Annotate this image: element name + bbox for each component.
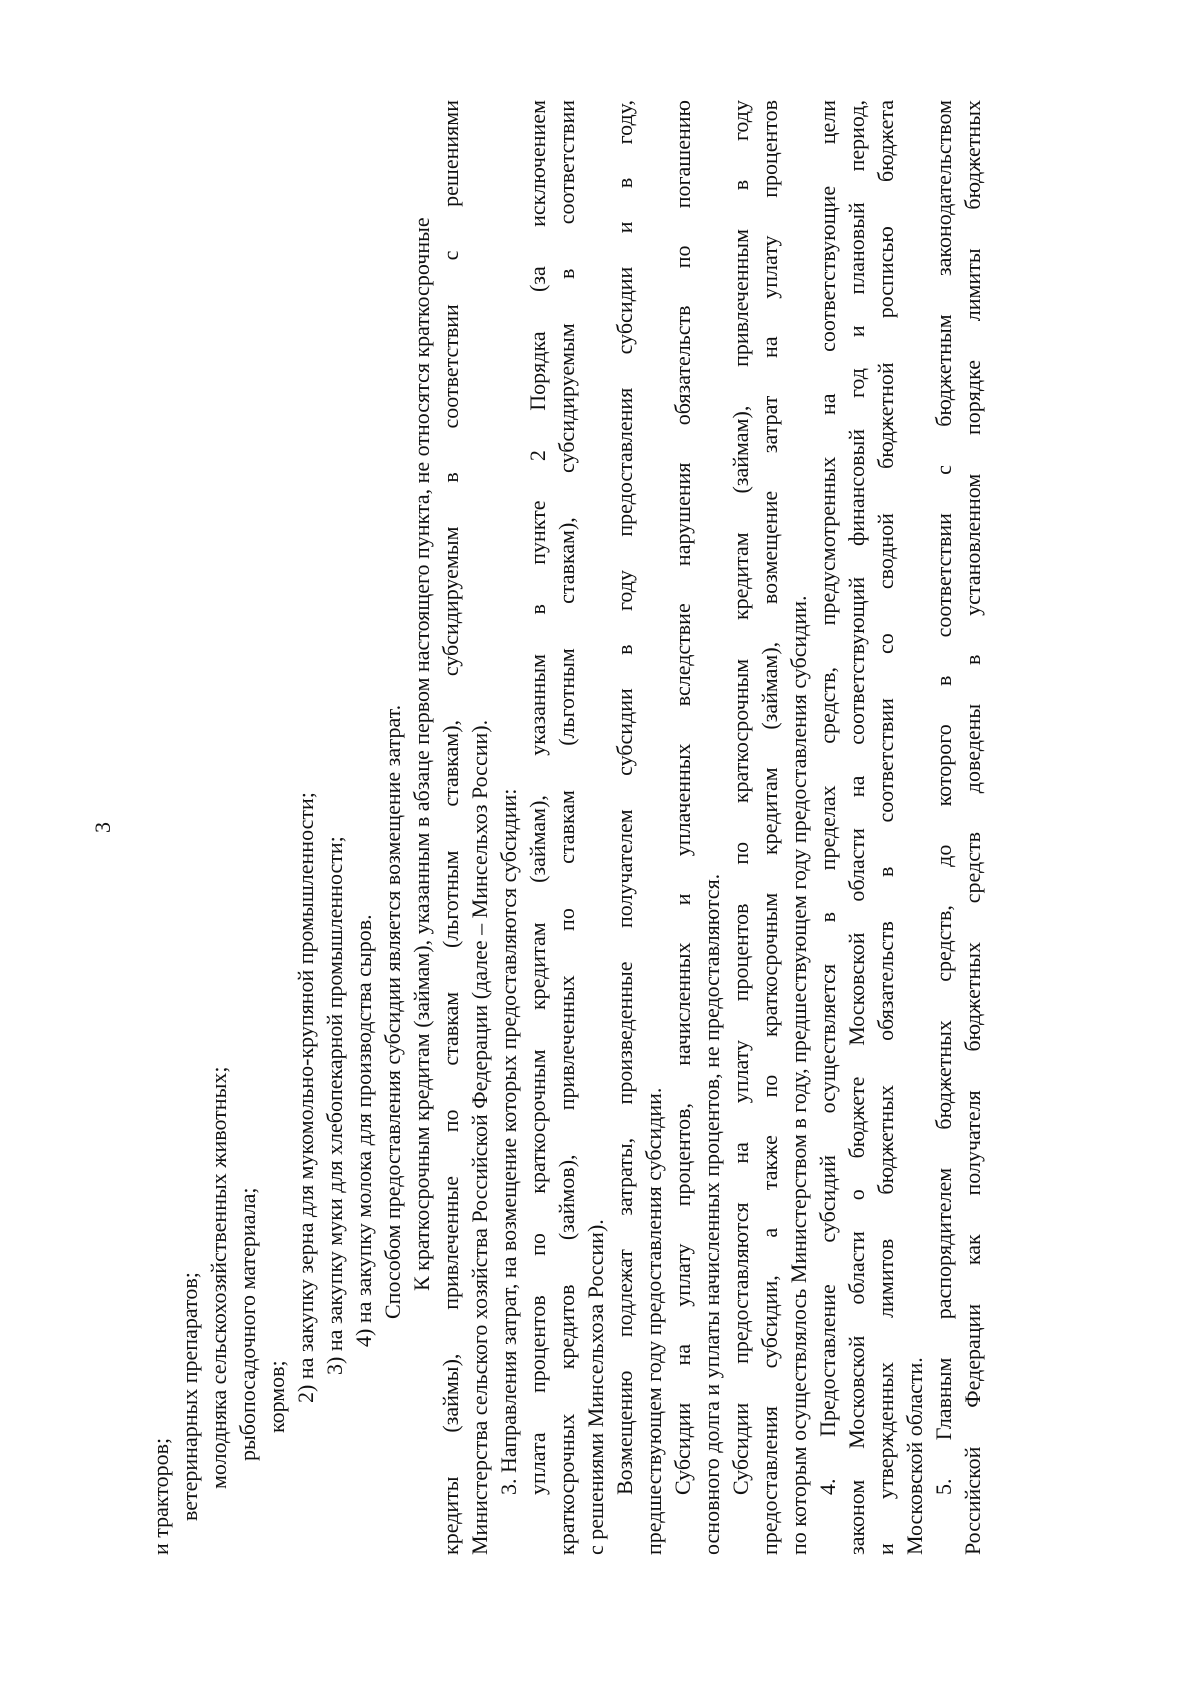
text-line: основного долга и уплаты начисленных процентов, не предоставляются. xyxy=(699,873,724,1555)
text-line: кормов; xyxy=(264,1360,289,1433)
text-line: Министерства сельского хозяйства Российской Федерации (далее – Минсельхоз России). xyxy=(467,719,492,1555)
text-line: уплата процентов по краткосрочным кредитам (займам), указанным в пункте 2 Порядка (за исключением xyxy=(525,100,550,1495)
text-line: рыбопосадочного материала; xyxy=(235,1187,260,1461)
text-line: 5. Главным распорядителем бюджетных средств, до которого в соответствии с бюджетным законодательством xyxy=(931,100,956,1495)
text-line: К краткосрочным кредитам (займам), указанным в абзаце первом настоящего пункта, не относятся краткосрочные xyxy=(409,217,434,1291)
text-line: Способом предоставления субсидии является возмещение затрат. xyxy=(380,704,405,1319)
text-line: предшествующем году предоставления субсидии. xyxy=(641,1087,666,1555)
text-line: законом Московской области о бюджете Московской области на соответствующий финансовый год и плановый период, xyxy=(844,100,869,1555)
text-line: 3. Направления затрат, на возмещение которых предоставляются субсидии: xyxy=(496,788,521,1495)
text-line: Российской Федерации как получателя бюджетных средств доведены в установленном порядке лимиты бюджетных xyxy=(960,100,985,1555)
text-line: и тракторов; xyxy=(148,1437,173,1555)
text-line: кредиты (займы), привлеченные по ставкам (льготным ставкам), субсидируемым в соответствии с решениями xyxy=(438,100,463,1555)
rotated-text-block xyxy=(90,100,1110,1555)
text-line: предоставления субсидии, а также по краткосрочным кредитам (займам), возмещение затрат на уплату процентов xyxy=(757,100,782,1555)
text-line: Возмещению подлежат затраты, произведенные получателем субсидии в году предоставления субсидии и в году, xyxy=(612,100,637,1495)
text-line: Московской области. xyxy=(902,1357,927,1555)
page-number: 3 xyxy=(90,822,115,833)
text-line: и утвержденных лимитов бюджетных обязательств в соответствии со сводной бюджетной росписью бюджета xyxy=(873,100,898,1555)
text-line: молодняка сельскохозяйственных животных; xyxy=(206,1066,231,1489)
text-line: 3) на закупку муки для хлебопекарной промышленности; xyxy=(322,836,347,1375)
text-line: по которым осуществлялось Министерством в году, предшествующем году предоставления субсидии. xyxy=(786,595,811,1555)
text-line: краткосрочных кредитов (займов), привлеченных по ставкам (льготным ставкам), субсидируемым в соответствии xyxy=(554,100,579,1555)
text-line: ветеринарных препаратов; xyxy=(177,1272,202,1521)
text-line: 2) на закупку зерна для мукомольно-крупяной промышленности; xyxy=(293,792,318,1403)
text-line: 4. Предоставление субсидий осуществляется в пределах средств, предусмотренных на соответствующие цели xyxy=(815,100,840,1495)
text-line: Субсидии предоставляются на уплату процентов по краткосрочным кредитам (займам), привлеченным в году xyxy=(728,100,753,1495)
text-line: 4) на закупку молока для производства сыров. xyxy=(351,914,376,1347)
text-line: Субсидии на уплату процентов, начисленных и уплаченных вследствие нарушения обязательств по погашению xyxy=(670,100,695,1495)
text-line: с решениями Минсельхоза России). xyxy=(583,1219,608,1555)
